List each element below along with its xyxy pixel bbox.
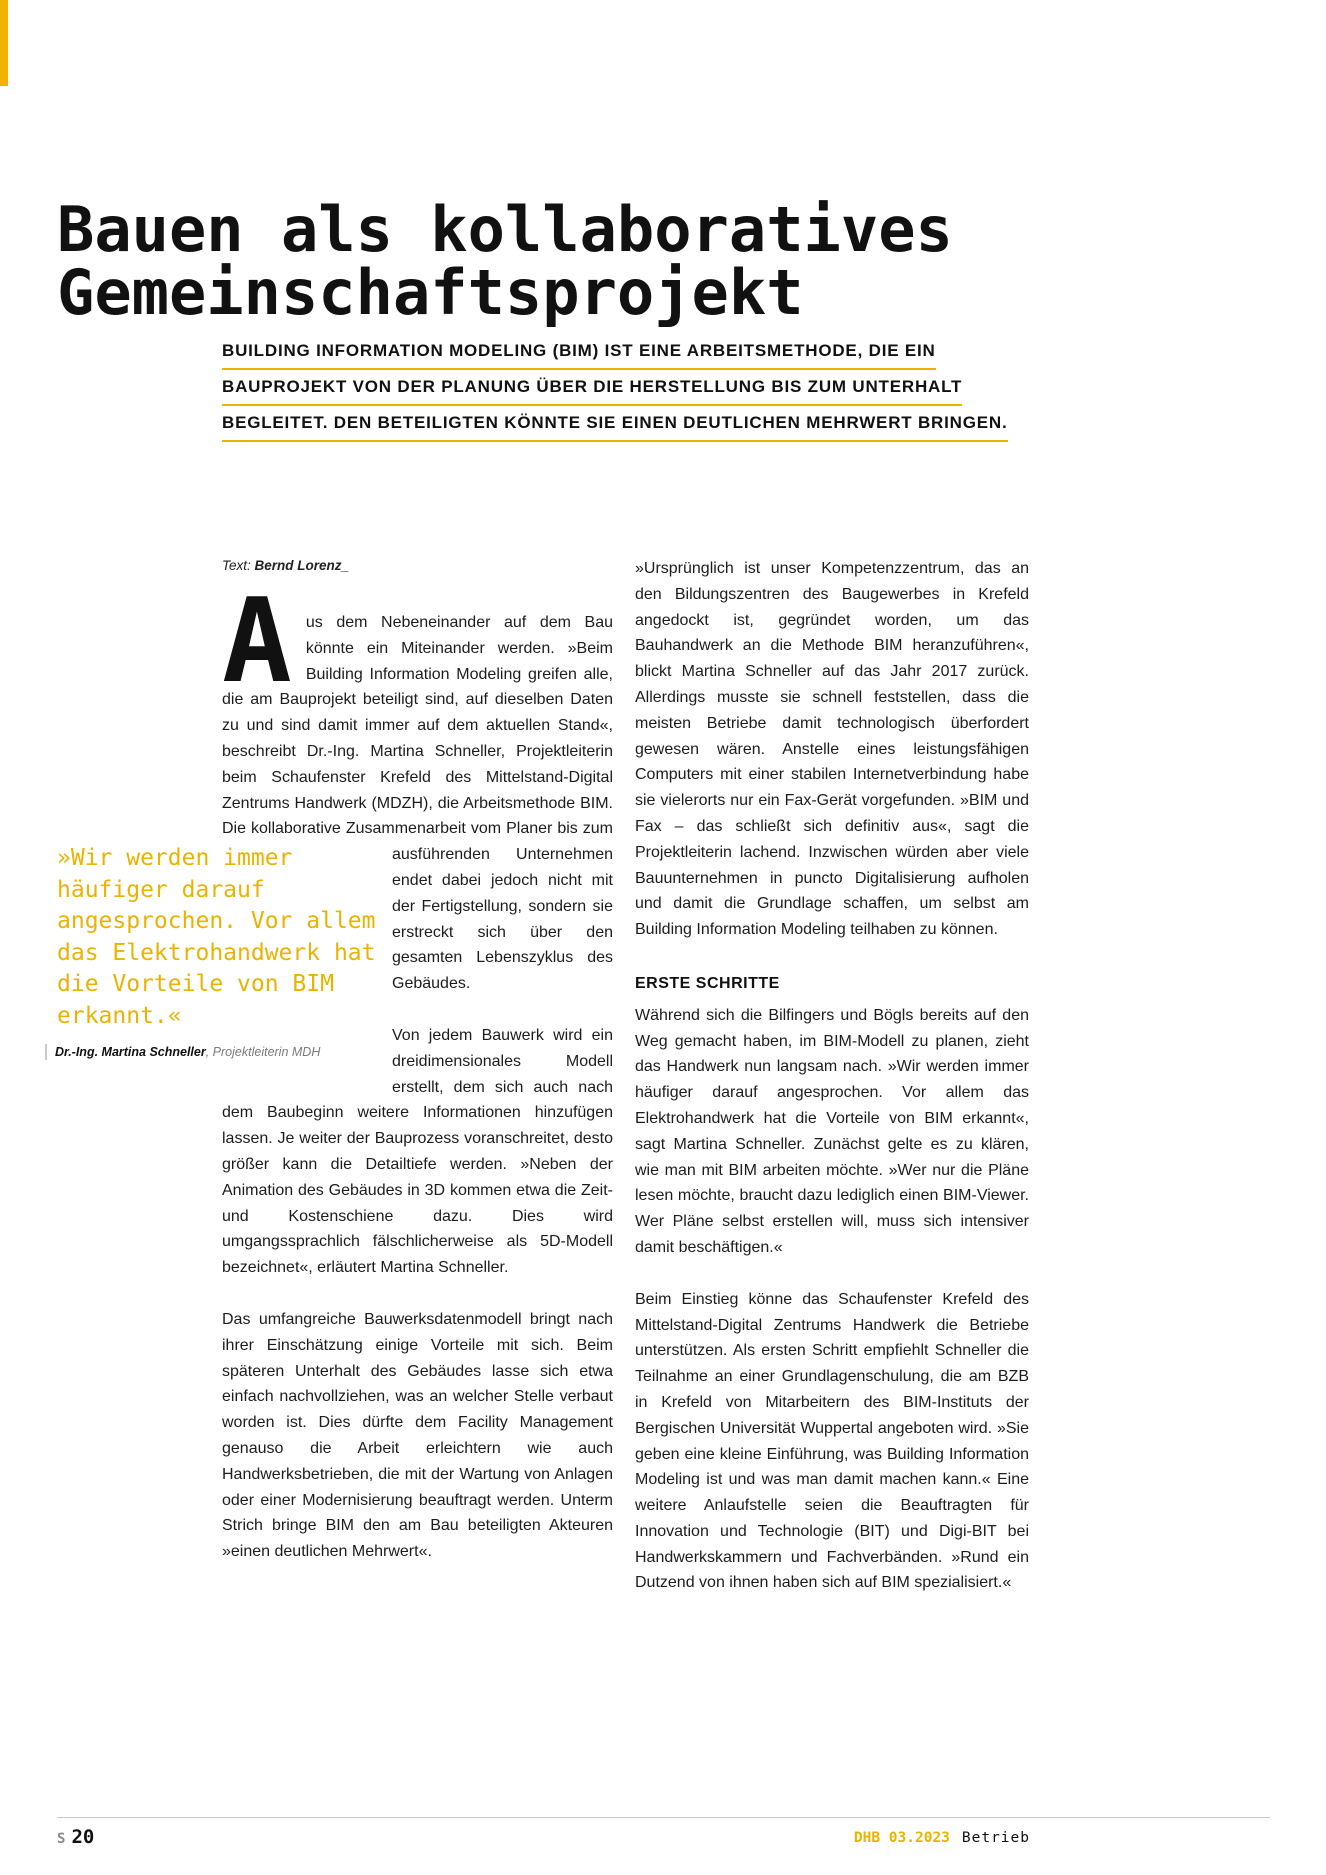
page-corner-mark [0,0,8,86]
issue-label: DHB 03.2023 [853,1830,950,1846]
paragraph-5: Während sich die Bilfingers und Bögls bereits auf den Weg gemacht haben, im BIM-Modell zu planen, zieht das Handwerk nun langsam nach. »Wir werden immer häufiger darauf angesprochen. Vor allem das Elektrohandwerk hat die Vorteile von BIM erkannt«, sagt Martina Schneller. Zunächst gelte es zu klären, wie man mit BIM arbeiten möchte. »Wer nur die Pläne lesen möchte, braucht dazu lediglich einen BIM-Viewer. Wer Pläne selbst erstellen will, muss sich intensiver damit beschäftigen.« [635,1006,1029,1256]
footer-page-number [57,1826,94,1848]
paragraph-2: Von jedem Bauwerk wird ein dreidimensionales Modell erstellt, dem sich auch nach dem Baubeginn weitere Informationen hinzufügen lassen. Je weiter der Bauprozess voranschreitet, desto größer kann die Detailtiefe werden. »Neben der Animation des Gebäudes in 3D kommen etwa die Zeit- und Kostenschiene dazu. Dies wird umgangssprachlich fälschlicherweise als 5D-Modell bezeichnet«, erläutert Martina Schneller. [222,1026,613,1277]
page-number: 20 [71,1826,95,1848]
drop-cap: A [222,574,292,709]
pull-quote-attribution [45,1044,379,1060]
footer-issue-info [854,1830,1030,1846]
intro-line-3 [222,413,1052,442]
page-prefix: S [57,1831,66,1847]
attribution-name: Dr.-Ing. Martina Schneller [55,1045,206,1059]
attribution-role: , Projektleiterin MDH [205,1045,321,1059]
subheading-erste-schritte: ERSTE SCHRITTE [635,974,780,992]
footer-divider [57,1817,1270,1818]
paragraph-3: Das umfangreiche Bauwerksdatenmodell bringt nach ihrer Einschätzung einige Vorteile mit sich. Beim späteren Unterhalt des Gebäudes lasse sich etwa einfach nachvollziehen, was an welcher Stelle verbaut worden ist. Dies dürfte dem Facility Management genauso die Arbeit erleichtern wie auch Handwerksbetrieben, die mit der Wartung von Anlagen oder einer Modernisierung beauftragt werden. Unterm Strich bringe BIM den am Bau beteiligten Akteuren »einen deutlichen Mehrwert«. [222,1310,613,1561]
body-column-left [222,574,614,1591]
paragraph-4: »Ursprünglich ist unser Kompetenzzentrum, das an den Bildungszentren des Baugewerbes in Krefeld angedockt ist, gegründet worden, um das Bauhandwerk an die Methode BIM heranzuführen«, blickt Martina Schneller auf das Jahr 2017 zurück. Allerdings musste sie schnell feststellen, dass die meisten Betriebe damit technologisch überfordert gewesen wären. Anstelle eines leistungsfähigen Computers mit einer stabilen Internetverbindung habe sie vielerorts nur ein Fax-Gerät vorgefunden. »BIM und Fax – das schließt sich definitiv aus«, sagt die Projektleiterin lachend. Inzwischen würden aber viele Bauunternehmen in puncto Digitalisierung aufholen und damit die Grundlage schaffen, um selbst am Building Information Modeling teilhaben zu können. [635,560,1029,939]
byline [222,558,349,573]
paragraph-1-text-b: vom Planer bis zum ausführenden Unternehmen endet dabei jedoch nicht mit der Fertigstellung, sondern sie erstreckt sich über den gesamten Lebenszyklus des Gebäudes. [392,820,614,993]
headline-line-2: Gemeinschaftsprojekt [57,256,804,329]
pull-quote-text: »Wir werden immer häufiger darauf angesprochen. Vor allem das Elektrohandwerk hat die Vorteile von BIM erkannt.« [57,845,376,1029]
headline-line-1: Bauen als kollaboratives [57,193,953,266]
paragraph-1-text-a: us dem Nebeneinander auf dem Bau könnte ein Miteinander werden. »Beim Building Information Modeling greifen alle, die am Bauprojekt beteiligt sind, auf dieselben Daten zu und sind damit immer auf dem aktuellen Stand«, beschreibt Dr.-Ing. Martina Schneller, Projektleiterin beim Schaufenster Krefeld des Mittelstand-Digital Zentrums Handwerk (MDZH), die Arbeitsmethode BIM. Die kollaborative Zusammenarbeit [222,614,613,838]
intro-line-3-text: BEGLEITET. DEN BETEILIGTEN KÖNNTE SIE EINEN DEUTLICHEN MEHRWERT BRINGEN. [222,413,1008,442]
intro-line-1-text: BUILDING INFORMATION MODELING (BIM) IST EINE ARBEITSMETHODE, DIE EIN [222,341,936,370]
article-headline [57,193,953,329]
intro-line-2-text: BAUPROJEKT VON DER PLANUNG ÜBER DIE HERSTELLUNG BIS ZUM UNTERHALT [222,377,962,406]
byline-prefix: Text: [222,558,255,573]
intro-line-2 [222,377,1052,406]
intro-standfirst [222,341,1052,449]
section-label: Betrieb [961,1830,1030,1846]
paragraph-6: Beim Einstieg könne das Schaufenster Krefeld des Mittelstand-Digital Zentrums Handwerk die Betriebe unterstützen. Als ersten Schritt empfiehlt Schneller die Teilnahme an einer Grundlagenschulung, die am BZB in Krefeld von Mitarbeitern des BIM-Instituts der Bergischen Universität Wuppertal angeboten wird. »Sie geben eine kleine Einführung, was Building Information Modeling ist und was man damit machen kann.« Eine weitere Anlaufstelle seien die Beauftragten für Innovation und Technologie (BIT) und Digi-BIT bei Handwerkskammern und Fachverbänden. »Rund ein Dutzend von ihnen haben sich auf BIM spezialisiert.« [635,1290,1029,1592]
intro-line-1 [222,341,1052,370]
byline-author: Bernd Lorenz_ [254,558,350,573]
body-column-right [635,556,1029,1622]
pull-quote [57,843,379,1060]
